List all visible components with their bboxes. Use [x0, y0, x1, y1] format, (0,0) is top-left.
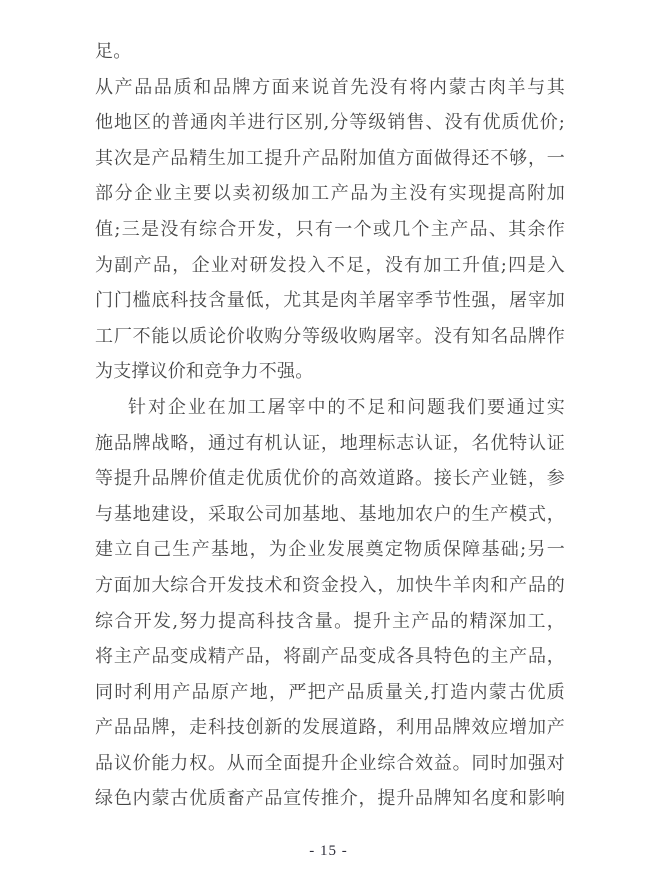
text-line: 等提升品牌价值走优质优价的高效道路。接长产业链，参 [95, 468, 565, 490]
text-block [95, 34, 565, 817]
text-line: 门门槛底科技含量低，尤其是肉羊屠宰季节性强，屠宰加 [95, 290, 565, 312]
text-line: 同时利用产品原产地，严把产品质量关,打造内蒙古优质 [95, 681, 565, 703]
text-line: 品议价能力权。从而全面提升企业综合效益。同时加强对 [95, 752, 565, 774]
text-line: 施品牌战略，通过有机认证，地理标志认证，名优特认证 [95, 432, 565, 454]
text-line: 他地区的普通肉羊进行区别,分等级销售、没有优质优价; [95, 112, 565, 134]
text-line: 为副产品，企业对研发投入不足，没有加工升值;四是入 [95, 254, 565, 276]
text-line: 将主产品变成精产品，将副产品变成各具特色的主产品， [95, 646, 565, 668]
text-line: 为支撑议价和竞争力不强。 [95, 361, 314, 383]
text-line: 产品品牌，走科技创新的发展道路，利用品牌效应增加产 [95, 717, 565, 739]
text-line: 综合开发,努力提高科技含量。提升主产品的精深加工， [95, 610, 565, 632]
text-line: 建立自己生产基地，为企业发展奠定物质保障基础;另一 [95, 539, 565, 561]
page-number: - 15 - [309, 843, 348, 859]
text-line: 绿色内蒙古优质畜产品宣传推介，提升品牌知名度和影响 [95, 788, 565, 810]
text-line: 从产品品质和品牌方面来说首先没有将内蒙古肉羊与其 [95, 76, 565, 98]
text-line: 与基地建设，采取公司加基地、基地加农户的生产模式， [95, 503, 565, 525]
text-line: 工厂不能以质论价收购分等级收购屠宰。没有知名品牌作 [95, 325, 565, 347]
text-line: 足。 [95, 41, 132, 62]
text-line: 值;三是没有综合开发，只有一个或几个主产品、其余作 [95, 218, 565, 240]
text-line: 其次是产品精生加工提升产品附加值方面做得还不够，一 [95, 147, 565, 169]
text-line: 部分企业主要以卖初级加工产品为主没有实现提高附加 [95, 183, 565, 205]
text-line: 方面加大综合开发技术和资金投入，加快牛羊肉和产品的 [95, 574, 565, 596]
text-line-paragraph-start: 针对企业在加工屠宰中的不足和问题我们要通过实 [128, 396, 565, 418]
